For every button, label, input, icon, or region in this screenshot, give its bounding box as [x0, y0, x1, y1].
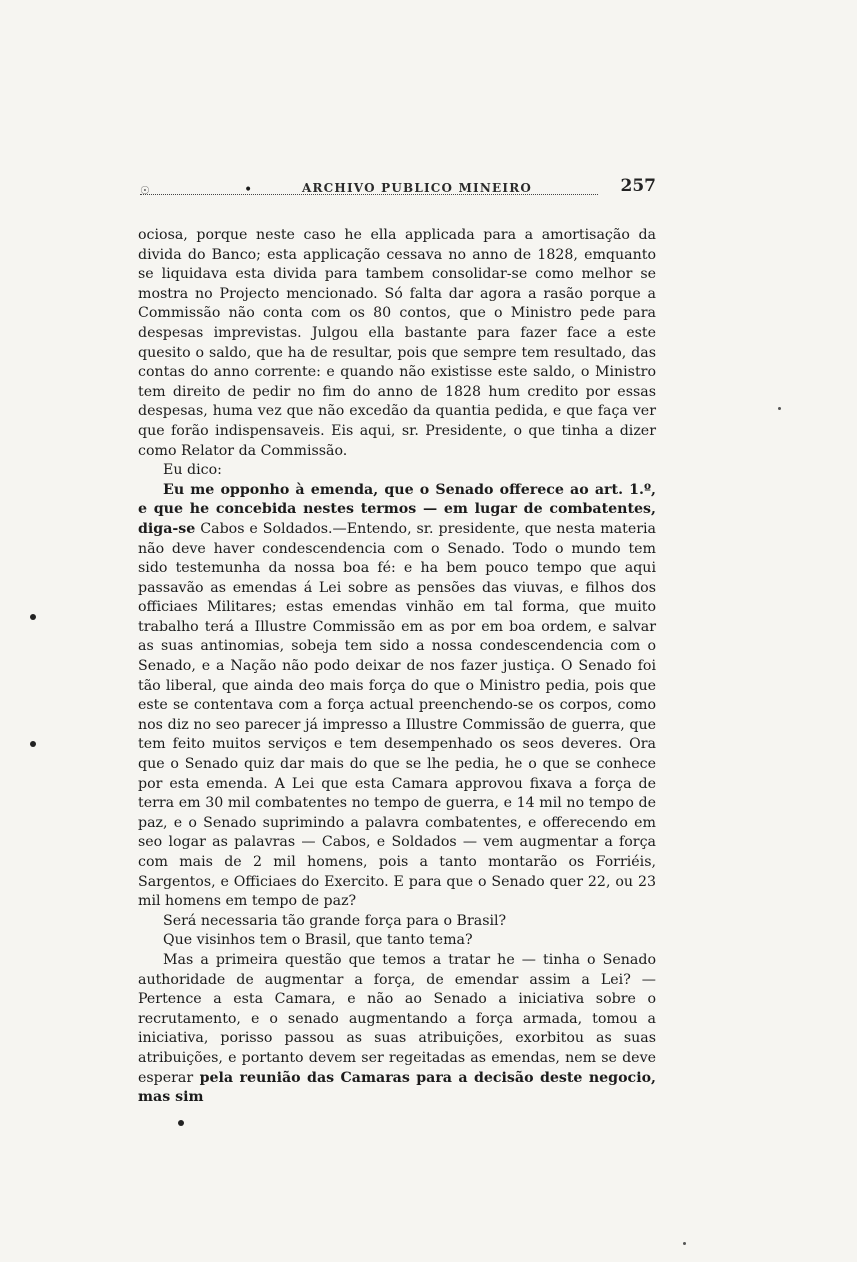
paragraph-3	[138, 481, 656, 912]
paragraph-6-rest: Mas a primeira questão que temos a tratar he — tinha o Senado authoridade de augmentar a força, de emendar assim a Lei? — Pertence a esta Camara, e não ao Senado a iniciativa sobre o recrutamento, e o senado augmentando a força armada, tomou a iniciativa, porisso passou as suas atribuições, exorbitou as suas atribuições, e portanto devem ser regeitadas as emendas, nem se deve esperar	[138, 951, 656, 1086]
header-rule	[140, 194, 598, 195]
running-header	[140, 176, 656, 202]
speck	[778, 407, 781, 410]
paragraph-3-bold: Eu me opponho à emenda, que o Senado offerece ao art. 1.º, e que he concebida nestes termos — em lugar de combatentes, diga-se	[138, 481, 656, 537]
margin-dot	[30, 614, 36, 620]
paragraph-6	[138, 951, 656, 1108]
paragraph-6-bold: pela reunião das Camaras para a decisão deste negocio, mas sim	[138, 1069, 656, 1106]
header-mark-icon: ☉	[140, 184, 150, 197]
body-text	[138, 226, 656, 1108]
paragraph-5: Que visinhos tem o Brasil, que tanto tema?	[163, 932, 473, 949]
bottom-dot	[178, 1120, 184, 1126]
paragraph-4: Será necessaria tão grande força para o Brasil?	[163, 912, 507, 929]
header-bullet: •	[244, 182, 253, 198]
margin-dot	[30, 741, 36, 747]
paragraph-2: Eu dico:	[163, 462, 222, 479]
page-number: 257	[620, 176, 656, 196]
header-title: ARCHIVO PUBLICO MINEIRO	[302, 181, 533, 195]
paragraph-1: ociosa, porque neste caso he ella applicada para a amortisação da divida do Banco; esta applicação cessava no anno de 1828, emquanto se liquidava esta divida para tambem consolidar-se como melhor se mostra no Projecto mencionado. Só falta dar agora a rasão porque a Commissão não conta com os 80 contos, que o Ministro pede para despesas imprevistas. Julgou ella bastante para fazer face a este quesito o saldo, que ha de resultar, pois que sempre tem resultado, das contas do anno corrente: e quando não existisse este saldo, o Ministro tem direito de pedir no fim do anno de 1828 hum credito por essas despesas, huma vez que não excedão da quantia pedida, e que faça ver que forão indispensaveis. Eis aqui, sr. Presidente, o que tinha a dizer como Relator da Commissão.	[138, 227, 656, 459]
speck	[683, 1242, 686, 1245]
paragraph-3-rest: Cabos e Soldados.—Entendo, sr. presidente, que nesta materia não deve haver condescendencia com o Senado. Todo o mundo tem sido testemunha da nossa boa fé: e ha bem pouco tempo que aqui passavão as emendas á Lei sobre as pensões das viuvas, e filhos dos officiaes Militares; estas emendas vinhão em tal forma, que muito trabalho terá a Illustre Commissão em as por em boa ordem, e salvar as suas antinomias, sobeja tem sido a nossa condescendencia com o Senado, e a Nação não podo deixar de nos fazer justiça. O Senado foi tão liberal, que ainda deo mais força do que o Ministro pedia, pois que este se contentava com a força actual preenchendo-se os corpos, como nos diz no seo parecer já impresso a Illustre Commissão de guerra, que tem feito muitos serviços e tem desempenhado os seos deveres. Ora que o Senado quiz dar mais do que se lhe pedia, he o que se conhece por esta emenda. A Lei que esta Camara approvou fixava a força de terra em 30 mil combatentes no tempo de guerra, e 14 mil no tempo de paz, e o Senado suprimindo a palavra combatentes, e offerecendo em seo logar as palavras — Cabos, e Soldados — vem augmentar a força com mais de 2 mil homens, pois a tanto montarão os Forriéis, Sargentos, e Officiaes do Exercito. E para que o Senado quer 22, ou 23 mil homens em tempo de paz?	[138, 520, 656, 910]
